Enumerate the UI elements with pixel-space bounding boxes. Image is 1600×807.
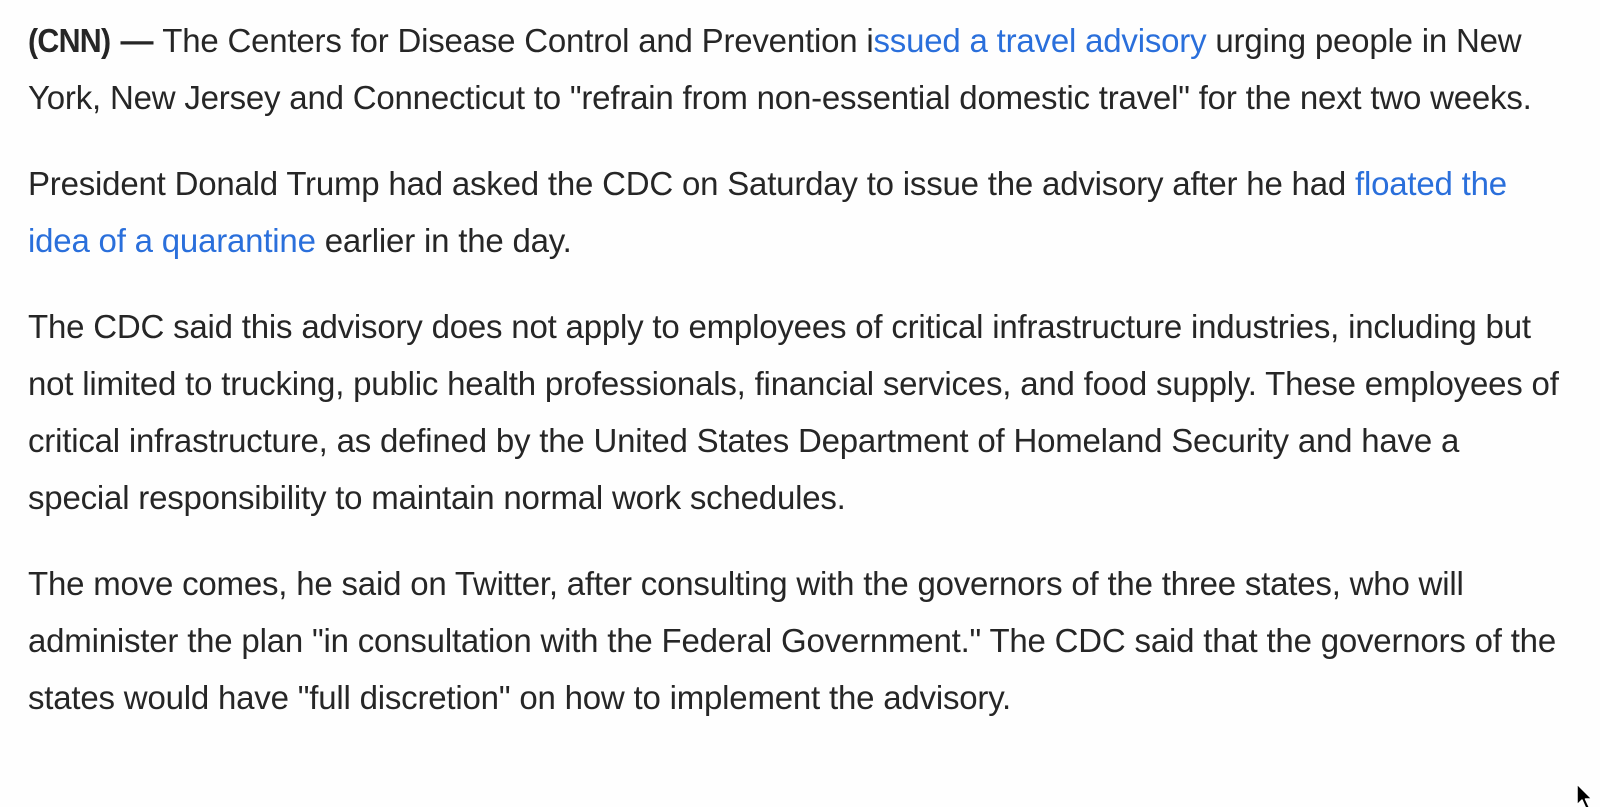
paragraph-2 bbox=[28, 155, 1568, 269]
paragraph-1-text-b: urging people in New York, New Jersey and Connecticut to "refrain from non-essential domestic travel" for the next two weeks. bbox=[28, 22, 1532, 116]
paragraph-4: The move comes, he said on Twitter, after consulting with the governors of the three states, who will administer the plan "in consultation with the Federal Government." The CDC said that the governors of the states would have "full discretion" on how to implement the advisory. bbox=[28, 565, 1556, 716]
paragraph-2-text-a: President Donald Trump had asked the CDC on Saturday to issue the advisory after he had bbox=[28, 165, 1355, 202]
paragraph-2-text-b: earlier in the day. bbox=[315, 222, 572, 259]
paragraph-3: The CDC said this advisory does not apply to employees of critical infrastructure industries, including but not limited to trucking, public health professionals, financial services, and food supply. These employees of critical infrastructure, as defined by the United States Department of Homeland Security and have a special responsibility to maintain normal work schedules. bbox=[28, 308, 1559, 516]
paragraph-1 bbox=[28, 12, 1568, 126]
travel-advisory-link[interactable]: ssued a travel advisory bbox=[873, 22, 1207, 59]
dateline: (CNN) bbox=[28, 22, 111, 59]
paragraph-1-text-a: The Centers for Disease Control and Prevention i bbox=[162, 22, 874, 59]
mouse-pointer-icon bbox=[1575, 783, 1597, 807]
article-body bbox=[28, 12, 1568, 726]
quarantine-idea-link[interactable]: floated the idea of a quarantine bbox=[28, 165, 1507, 259]
dateline-dash: — bbox=[111, 22, 163, 59]
